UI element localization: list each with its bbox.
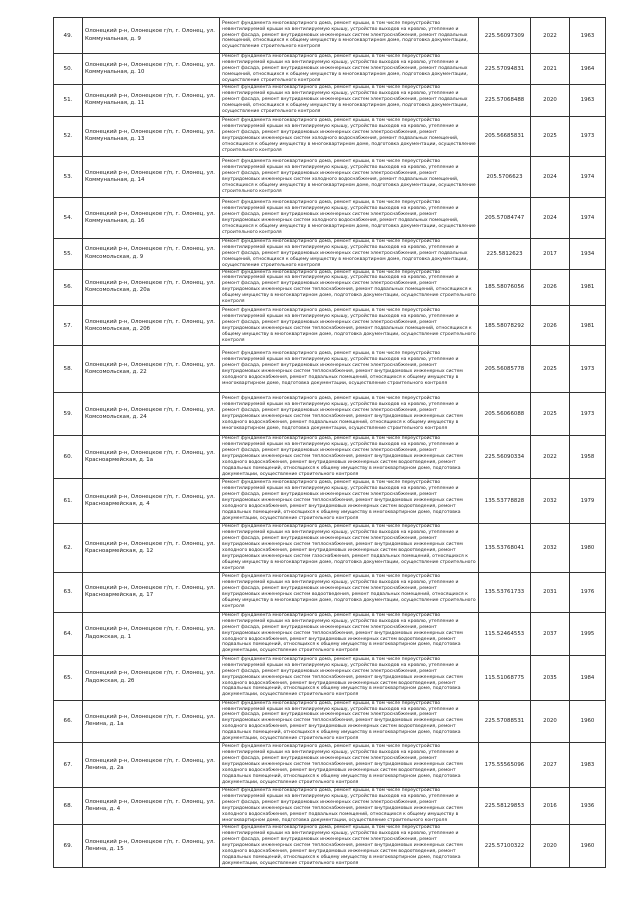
- built-year-cell-text: 1973: [580, 133, 595, 140]
- row-number: [54, 743, 83, 788]
- area-cell: [479, 572, 531, 612]
- plan-year-cell-text: 2026: [543, 284, 557, 291]
- address-cell-text: Олонецкий р-н, Олонецкое г/п, г. Олонец, ул. Ленина, д. 2а: [85, 758, 216, 772]
- area-cell: [479, 346, 531, 393]
- works-cell-text: Ремонт фундамента многоквартирного дома, ремонт крыши, в том числе переустройство невентилируемой крыши на вентилируемую крышу, устройство выходов на кровлю, утепление и ремонт фасада, ремонт внутридомовых инженерных систем электроснабжения, ремонт внутридомовых инженерных систем теплоснабжения, ремонт внутридомовых инженерных систем холодного водоснабжения, ремонт внутридомовых инженерных систем водоотведения, ремонт подвальных помещений, относящихся к общему имуществу в многоквартирном доме, подготовка документации, осуществление строительного контроля: [222, 480, 463, 521]
- table-row: [54, 700, 606, 743]
- built-year-cell: [570, 572, 606, 612]
- area-cell: [479, 436, 531, 479]
- plan-year-cell: [531, 156, 570, 197]
- built-year-cell-text: 1960: [580, 718, 595, 725]
- plan-year-cell-text: 2032: [543, 544, 557, 551]
- address-cell: [83, 197, 220, 238]
- address-cell-text: Олонецкий р-н, Олонецкое г/п, г. Олонец, ул. Коммунальная, д. 16: [85, 210, 216, 224]
- built-year-cell-text: 1973: [580, 411, 595, 418]
- built-year-cell: [570, 116, 606, 156]
- area-cell-text: 205.56066088: [484, 411, 525, 418]
- works-cell: [220, 436, 479, 479]
- built-year-cell-text: 1960: [580, 843, 595, 850]
- works-cell-text: Ремонт фундамента многоквартирного дома, ремонт крыши, в том числе переустройство невентилируемой крыши на вентилируемую крышу, устройство выходов на кровлю, утепление и ремонт фасада, ремонт внутридомовых инженерных систем электроснабжения, ремонт внутридомовых инженерных систем теплоснабжения, ремонт внутридомовых инженерных систем холодного водоснабжения, ремонт внутридомовых инженерных систем водоотведения, ремонт подвальных помещений, относящихся к общему имуществу в многоквартирном доме, подготовка документации, осуществление строительного контроля: [222, 744, 463, 786]
- area-cell-text: 135.53768041: [484, 544, 525, 551]
- built-year-cell: [570, 269, 606, 306]
- works-cell: [220, 84, 479, 116]
- plan-year-cell: [531, 743, 570, 788]
- address-cell-text: Олонецкий р-н, Олонецкое г/п, г. Олонец, ул. Коммунальная, д. 10: [85, 61, 216, 75]
- works-cell: [220, 825, 479, 868]
- plan-year-cell: [531, 84, 570, 116]
- table-row: [54, 612, 606, 655]
- address-cell-text: Олонецкий р-н, Олонецкое г/п, г. Олонец, ул. Ладожская, д. 1: [85, 626, 216, 640]
- built-year-cell-text: 1976: [580, 589, 595, 596]
- area-cell: [479, 238, 531, 269]
- built-year-cell-text: 1974: [580, 173, 595, 180]
- table-row: [54, 788, 606, 825]
- table-row: [54, 346, 606, 393]
- area-cell-text: 225.5812623: [486, 250, 523, 257]
- plan-year-cell-text: 2020: [543, 843, 557, 850]
- area-cell-text: 205.56685831: [484, 133, 525, 140]
- address-cell: [83, 436, 220, 479]
- works-cell: [220, 655, 479, 700]
- row-number-text: 57.: [63, 322, 73, 329]
- built-year-cell-text: 1979: [580, 497, 595, 504]
- row-number-text: 61.: [63, 497, 73, 504]
- area-cell-text: 205.5706623: [486, 173, 523, 180]
- address-cell: [83, 612, 220, 655]
- table-row: [54, 54, 606, 85]
- built-year-cell-text: 1983: [580, 762, 595, 769]
- table-body: [54, 18, 606, 868]
- built-year-cell: [570, 84, 606, 116]
- plan-year-cell: [531, 700, 570, 743]
- built-year-cell: [570, 825, 606, 868]
- row-number: [54, 116, 83, 156]
- built-year-cell: [570, 197, 606, 238]
- table-row: [54, 523, 606, 572]
- works-cell-text: Ремонт фундамента многоквартирного дома, ремонт крыши, в том числе переустройство невентилируемой крыши на вентилируемую крышу, устройство выходов на кровлю, утепление и ремонт фасада, ремонт внутридомовых инженерных систем электроснабжения, ремонт внутридомовых инженерных систем теплоснабжения, ремонт подвальных помещений, относящихся к общему имуществу в многоквартирном доме, подготовка документации, осуществление строительного контроля: [222, 307, 476, 343]
- address-cell-text: Олонецкий р-н, Олонецкое г/п, г. Олонец, ул. Красноармейская, д. 4: [85, 493, 216, 507]
- works-cell: [220, 346, 479, 393]
- area-cell-text: 225.56090334: [484, 454, 525, 461]
- built-year-cell: [570, 54, 606, 85]
- table-row: [54, 238, 606, 269]
- built-year-cell: [570, 612, 606, 655]
- works-cell: [220, 788, 479, 825]
- address-cell: [83, 238, 220, 269]
- works-cell-text: Ремонт фундамента многоквартирного дома, ремонт крыши, в том числе переустройство невентилируемой крыши на вентилируемую крышу, устройство выходов на кровлю, утепление и ремонт фасада, ремонт внутридомовых инженерных систем электроснабжения, ремонт внутридомовых инженерных систем холодного водоснабжения, ремонт подвальных помещений, относящихся к общему имуществу в многоквартирном доме, подготовка документации, осуществление строительного контроля: [222, 118, 476, 154]
- row-number-text: 52.: [63, 133, 73, 140]
- works-cell-text: Ремонт фундамента многоквартирного дома, ремонт крыши, в том числе переустройство невентилируемой крыши на вентилируемую крышу, устройство выходов на кровлю, утепление и ремонт фасада, ремонт внутридомовых инженерных систем электроснабжения, ремонт внутридомовых инженерных систем теплоснабжения, ремонт внутридомовых инженерных систем холодного водоснабжения, ремонт внутридомовых инженерных систем водоотведения, ремонт подвальных помещений, относящихся к общему имуществу в многоквартирном доме, подготовка документации, осуществление строительного контроля: [222, 656, 463, 698]
- area-cell-text: 225.57094831: [484, 65, 525, 72]
- works-cell: [220, 393, 479, 436]
- address-cell: [83, 346, 220, 393]
- address-cell: [83, 743, 220, 788]
- works-cell-text: Ремонт фундамента многоквартирного дома, ремонт крыши, в том числе переустройство невентилируемой крыши на вентилируемую крышу, устройство выходов на кровлю, утепление и ремонт фасада, ремонт внутридомовых инженерных систем электроснабжения, ремонт внутридомовых инженерных систем теплоснабжения, ремонт внутридомовых инженерных систем холодного водоснабжения, ремонт внутридомовых инженерных систем водоотведения, ремонт подвальных помещений, относящихся к общему имуществу в многоквартирном доме, подготовка документации, осуществление строительного контроля: [222, 825, 463, 867]
- address-cell-text: Олонецкий р-н, Олонецкое г/п, г. Олонец, ул. Ленина, д. 1а: [85, 714, 216, 728]
- built-year-cell-text: 1995: [580, 630, 595, 637]
- area-cell: [479, 156, 531, 197]
- works-cell-text: Ремонт фундамента многоквартирного дома, ремонт крыши, в том числе переустройство невентилируемой крыши на вентилируемую крышу, устройство выходов на кровлю, утепление и ремонт фасада, ремонт внутридомовых инженерных систем электроснабжения, ремонт внутридомовых инженерных систем теплоснабжения, ремонт внутридомовых инженерных систем холодного водоснабжения, ремонт внутридомовых инженерных систем водоотведения, ремонт подвальных помещений, относящихся к общему имуществу в многоквартирном доме, подготовка документации, осуществление строительного контроля: [222, 612, 463, 654]
- address-cell-text: Олонецкий р-н, Олонецкое г/п, г. Олонец, ул. Комсомольская, д. 20б: [85, 318, 216, 332]
- plan-year-cell: [531, 116, 570, 156]
- built-year-cell: [570, 346, 606, 393]
- row-number: [54, 655, 83, 700]
- area-cell: [479, 116, 531, 156]
- built-year-cell-text: 1984: [580, 674, 595, 681]
- plan-year-cell: [531, 612, 570, 655]
- works-cell: [220, 523, 479, 572]
- row-number-text: 58.: [63, 366, 73, 373]
- plan-year-cell-text: 2017: [543, 250, 557, 257]
- address-cell: [83, 523, 220, 572]
- address-cell: [83, 655, 220, 700]
- row-number-text: 60.: [63, 454, 73, 461]
- works-cell: [220, 269, 479, 306]
- works-cell-text: Ремонт фундамента многоквартирного дома, ремонт крыши, в том числе переустройство невентилируемой крыши на вентилируемую крышу, устройство выходов на кровлю, утепление и ремонт фасада, ремонт внутридомовых инженерных систем электроснабжения, ремонт подвальных помещений, относящихся к общему имуществу в многоквартирном доме, подготовка документации, осуществление строительного контроля: [222, 20, 468, 50]
- address-cell: [83, 825, 220, 868]
- table-row: [54, 269, 606, 306]
- area-cell: [479, 612, 531, 655]
- plan-year-cell: [531, 572, 570, 612]
- built-year-cell-text: 1974: [580, 214, 595, 221]
- built-year-cell: [570, 306, 606, 346]
- row-number: [54, 393, 83, 436]
- address-cell: [83, 700, 220, 743]
- area-cell-text: 135.53778828: [484, 497, 525, 504]
- area-cell-text: 115.51068775: [484, 674, 525, 681]
- table-row: [54, 18, 606, 54]
- plan-year-cell-text: 2020: [543, 718, 557, 725]
- row-number-text: 59.: [63, 411, 73, 418]
- table-row: [54, 436, 606, 479]
- area-cell: [479, 197, 531, 238]
- row-number-text: 64.: [63, 630, 73, 637]
- plan-year-cell-text: 2022: [543, 454, 557, 461]
- address-cell: [83, 84, 220, 116]
- row-number-text: 50.: [63, 65, 73, 72]
- row-number-text: 53.: [63, 173, 73, 180]
- plan-year-cell-text: 2026: [543, 322, 557, 329]
- row-number: [54, 572, 83, 612]
- area-cell: [479, 54, 531, 85]
- area-cell-text: 225.57100322: [484, 843, 525, 850]
- works-cell: [220, 238, 479, 269]
- area-cell: [479, 743, 531, 788]
- works-cell: [220, 700, 479, 743]
- area-cell: [479, 788, 531, 825]
- address-cell: [83, 572, 220, 612]
- address-cell: [83, 116, 220, 156]
- table-row: [54, 197, 606, 238]
- address-cell-text: Олонецкий р-н, Олонецкое г/п, г. Олонец, ул. Комсомольская, д. 22: [85, 362, 216, 376]
- built-year-cell-text: 1980: [580, 544, 595, 551]
- works-cell: [220, 306, 479, 346]
- built-year-cell: [570, 700, 606, 743]
- area-cell-text: 205.56085778: [484, 366, 525, 373]
- area-cell-text: 175.55565096: [484, 762, 525, 769]
- address-cell-text: Олонецкий р-н, Олонецкое г/п, г. Олонец, ул. Ленина, д. 4: [85, 799, 216, 813]
- built-year-cell-text: 1963: [580, 32, 595, 39]
- row-number: [54, 788, 83, 825]
- address-cell: [83, 393, 220, 436]
- row-number: [54, 54, 83, 85]
- row-number: [54, 436, 83, 479]
- plan-year-cell-text: 2022: [543, 32, 557, 39]
- row-number-text: 69.: [63, 843, 73, 850]
- built-year-cell: [570, 743, 606, 788]
- works-cell: [220, 197, 479, 238]
- built-year-cell-text: 1973: [580, 366, 595, 373]
- document-page: [53, 17, 605, 868]
- row-number-text: 56.: [63, 284, 73, 291]
- built-year-cell-text: 1934: [580, 250, 595, 257]
- built-year-cell: [570, 18, 606, 54]
- area-cell: [479, 478, 531, 523]
- row-number-text: 49.: [63, 32, 73, 39]
- row-number: [54, 306, 83, 346]
- plan-year-cell: [531, 346, 570, 393]
- table-row: [54, 156, 606, 197]
- built-year-cell-text: 1936: [580, 803, 595, 810]
- area-cell-text: 225.57068488: [484, 97, 525, 104]
- built-year-cell-text: 1963: [580, 97, 595, 104]
- works-cell-text: Ремонт фундамента многоквартирного дома, ремонт крыши, в том числе переустройство невентилируемой крыши на вентилируемую крышу, устройство выходов на кровлю, утепление и ремонт фасада, ремонт внутридомовых инженерных систем электроснабжения, ремонт внутридомовых инженерных систем теплоснабжения, ремонт внутридомовых инженерных систем холодного водоснабжения, ремонт подвальных помещений, относящихся к общему имуществу в многоквартирном доме, подготовка документации, осуществление строительного контроля: [222, 788, 463, 824]
- area-cell: [479, 655, 531, 700]
- works-cell-text: Ремонт фундамента многоквартирного дома, ремонт крыши, в том числе переустройство невентилируемой крыши на вентилируемую крышу, устройство выходов на кровлю, утепление и ремонт фасада, ремонт внутридомовых инженерных систем электроснабжения, ремонт подвальных помещений, относящихся к общему имуществу в многоквартирном доме, подготовка документации, осуществление строительного контроля: [222, 85, 468, 115]
- area-cell: [479, 825, 531, 868]
- built-year-cell: [570, 393, 606, 436]
- row-number: [54, 84, 83, 116]
- area-cell-text: 225.56097309: [484, 32, 525, 39]
- row-number-text: 63.: [63, 589, 73, 596]
- row-number: [54, 238, 83, 269]
- table-row: [54, 655, 606, 700]
- built-year-cell: [570, 238, 606, 269]
- table-row: [54, 743, 606, 788]
- area-cell-text: 225.57088531: [484, 718, 525, 725]
- row-number-text: 62.: [63, 544, 73, 551]
- plan-year-cell-text: 2016: [543, 803, 557, 810]
- area-cell-text: 135.53761733: [484, 589, 525, 596]
- works-cell-text: Ремонт фундамента многоквартирного дома, ремонт крыши, в том числе переустройство невентилируемой крыши на вентилируемую крышу, устройство выходов на кровлю, утепление и ремонт фасада, ремонт внутридомовых инженерных систем электроснабжения, ремонт внутридомовых инженерных систем теплоснабжения, ремонт внутридомовых инженерных систем холодного водоснабжения, ремонт внутридомовых инженерных систем водоотведения, ремонт подвальных помещений, относящихся к общему имуществу в многоквартирном доме, подготовка документации, осуществление строительного контроля: [222, 436, 463, 477]
- table-row: [54, 84, 606, 116]
- area-cell: [479, 700, 531, 743]
- area-cell-text: 205.57084747: [484, 214, 525, 221]
- built-year-cell-text: 1964: [580, 65, 595, 72]
- row-number-text: 55.: [63, 250, 73, 257]
- row-number-text: 51.: [63, 97, 73, 104]
- area-cell: [479, 269, 531, 306]
- address-cell-text: Олонецкий р-н, Олонецкое г/п, г. Олонец, ул. Красноармейская, д. 17: [85, 584, 216, 599]
- table-row: [54, 306, 606, 346]
- row-number: [54, 825, 83, 868]
- plan-year-cell-text: 2025: [543, 411, 557, 418]
- row-number: [54, 478, 83, 523]
- works-cell-text: Ремонт фундамента многоквартирного дома, ремонт крыши, в том числе переустройство невентилируемой крыши на вентилируемую крышу, устройство выходов на кровлю, утепление и ремонт фасада, ремонт внутридомовых инженерных систем электроснабжения, ремонт внутридомовых инженерных систем теплоснабжения, ремонт подвальных помещений, относящихся к общему имуществу в многоквартирном доме, подготовка документации, осуществление строительного контроля: [222, 269, 476, 305]
- plan-year-cell-text: 2024: [543, 214, 557, 221]
- plan-year-cell: [531, 478, 570, 523]
- address-cell-text: Олонецкий р-н, Олонецкое г/п, г. Олонец, ул. Комсомольская, д. 9: [85, 246, 216, 260]
- works-cell-text: Ремонт фундамента многоквартирного дома, ремонт крыши, в том числе переустройство невентилируемой крыши на вентилируемую крышу, устройство выходов на кровлю, утепление и ремонт фасада, ремонт внутридомовых инженерных систем электроснабжения, ремонт внутридомовых инженерных систем теплоснабжения, ремонт внутридомовых инженерных систем холодного водоснабжения, ремонт внутридомовых инженерных систем водоотведения, ремонт внутридомовых инженерных систем газоснабжения, ремонт подвальных помещений, относящихся к общему имуществу в многоквартирном доме, подготовка документации, осуществление строительного контроля: [222, 523, 476, 571]
- plan-year-cell: [531, 54, 570, 85]
- row-number: [54, 269, 83, 306]
- works-cell-text: Ремонт фундамента многоквартирного дома, ремонт крыши, в том числе переустройство невентилируемой крыши на вентилируемую крышу, устройство выходов на кровлю, утепление и ремонт фасада, ремонт внутридомовых инженерных систем электроснабжения, ремонт внутридомовых инженерных систем холодного водоснабжения, ремонт подвальных помещений, относящихся к общему имуществу в многоквартирном доме, подготовка документации, осуществление строительного контроля: [222, 158, 476, 194]
- address-cell: [83, 269, 220, 306]
- address-cell-text: Олонецкий р-н, Олонецкое г/п, г. Олонец, ул. Ленина, д. 15: [85, 839, 216, 853]
- row-number-text: 65.: [63, 674, 73, 681]
- built-year-cell-text: 1958: [580, 454, 595, 461]
- plan-year-cell-text: 2025: [543, 133, 557, 140]
- address-cell: [83, 788, 220, 825]
- plan-year-cell-text: 2035: [543, 674, 557, 681]
- works-cell: [220, 612, 479, 655]
- row-number-text: 54.: [63, 214, 73, 221]
- row-number: [54, 346, 83, 393]
- row-number-text: 66.: [63, 718, 73, 725]
- address-cell: [83, 306, 220, 346]
- works-cell-text: Ремонт фундамента многоквартирного дома, ремонт крыши, в том числе переустройство невентилируемой крыши на вентилируемую крышу, устройство выходов на кровлю, утепление и ремонт фасада, ремонт внутридомовых инженерных систем электроснабжения, ремонт внутридомовых инженерных систем холодного водоснабжения, ремонт подвальных помещений, относящихся к общему имуществу в многоквартирном доме, подготовка документации, осуществление строительного контроля: [222, 199, 476, 235]
- plan-year-cell-text: 2031: [543, 589, 557, 596]
- works-cell: [220, 54, 479, 85]
- works-cell-text: Ремонт фундамента многоквартирного дома, ремонт крыши, в том числе переустройство невентилируемой крыши на вентилируемую крышу, устройство выходов на кровлю, утепление и ремонт фасада, ремонт внутридомовых инженерных систем электроснабжения, ремонт внутридомовых инженерных систем водоотведения, ремонт подвальных помещений, относящихся к общему имуществу в многоквартирном доме, подготовка документации, осуществление строительного контроля: [222, 574, 476, 609]
- works-cell: [220, 743, 479, 788]
- row-number: [54, 18, 83, 54]
- table-row: [54, 393, 606, 436]
- plan-year-cell: [531, 238, 570, 269]
- area-cell-text: 225.58129853: [484, 803, 525, 810]
- plan-year-cell: [531, 269, 570, 306]
- works-cell-text: Ремонт фундамента многоквартирного дома, ремонт крыши, в том числе переустройство невентилируемой крыши на вентилируемую крышу, устройство выходов на кровлю, утепление и ремонт фасада, ремонт внутридомовых инженерных систем электроснабжения, ремонт внутридомовых инженерных систем теплоснабжения, ремонт внутридомовых инженерных систем холодного водоснабжения, ремонт подвальных помещений, относящихся к общему имуществу в многоквартирном доме, подготовка документации, осуществление строительного контроля: [222, 351, 463, 387]
- works-cell-text: Ремонт фундамента многоквартирного дома, ремонт крыши, в том числе переустройство невентилируемой крыши на вентилируемую крышу, устройство выходов на кровлю, утепление и ремонт фасада, ремонт внутридомовых инженерных систем электроснабжения, ремонт внутридомовых инженерных систем теплоснабжения, ремонт внутридомовых инженерных систем холодного водоснабжения, ремонт подвальных помещений, относящихся к общему имуществу в многоквартирном доме, подготовка документации, осуществление строительного контроля: [222, 396, 463, 432]
- works-cell: [220, 478, 479, 523]
- table-row: [54, 572, 606, 612]
- row-number: [54, 700, 83, 743]
- built-year-cell-text: 1981: [580, 284, 595, 291]
- area-cell: [479, 306, 531, 346]
- capital-repair-table: [53, 17, 606, 868]
- table-row: [54, 116, 606, 156]
- plan-year-cell: [531, 393, 570, 436]
- area-cell: [479, 18, 531, 54]
- row-number-text: 67.: [63, 762, 73, 769]
- built-year-cell: [570, 436, 606, 479]
- table-row: [54, 825, 606, 868]
- row-number-text: 68.: [63, 803, 73, 810]
- plan-year-cell-text: 2021: [543, 65, 557, 72]
- address-cell: [83, 54, 220, 85]
- works-cell-text: Ремонт фундамента многоквартирного дома, ремонт крыши, в том числе переустройство невентилируемой крыши на вентилируемую крышу, устройство выходов на кровлю, утепление и ремонт фасада, ремонт внутридомовых инженерных систем электроснабжения, ремонт внутридомовых инженерных систем теплоснабжения, ремонт внутридомовых инженерных систем холодного водоснабжения, ремонт внутридомовых инженерных систем водоотведения, ремонт подвальных помещений, относящихся к общему имуществу в многоквартирном доме, подготовка документации, осуществление строительного контроля: [222, 700, 463, 742]
- area-cell: [479, 84, 531, 116]
- address-cell-text: Олонецкий р-н, Олонецкое г/п, г. Олонец, ул. Ладожская, д. 2б: [85, 670, 216, 684]
- built-year-cell: [570, 655, 606, 700]
- plan-year-cell-text: 2027: [543, 762, 557, 769]
- plan-year-cell-text: 2037: [543, 630, 557, 637]
- area-cell: [479, 393, 531, 436]
- plan-year-cell-text: 2024: [543, 173, 557, 180]
- works-cell: [220, 116, 479, 156]
- plan-year-cell: [531, 197, 570, 238]
- built-year-cell: [570, 478, 606, 523]
- plan-year-cell: [531, 523, 570, 572]
- plan-year-cell: [531, 436, 570, 479]
- address-cell-text: Олонецкий р-н, Олонецкое г/п, г. Олонец, ул. Комсомольская, д. 20а: [85, 280, 216, 294]
- address-cell: [83, 18, 220, 54]
- row-number: [54, 612, 83, 655]
- works-cell-text: Ремонт фундамента многоквартирного дома, ремонт крыши, в том числе переустройство невентилируемой крыши на вентилируемую крышу, устройство выходов на кровлю, утепление и ремонт фасада, ремонт внутридомовых инженерных систем электроснабжения, ремонт подвальных помещений, относящихся к общему имуществу в многоквартирном доме, подготовка документации, осуществление строительного контроля: [222, 54, 468, 83]
- plan-year-cell: [531, 306, 570, 346]
- address-cell-text: Олонецкий р-н, Олонецкое г/п, г. Олонец, ул. Красноармейская, д. 12: [85, 540, 216, 554]
- works-cell-text: Ремонт фундамента многоквартирного дома, ремонт крыши, в том числе переустройство невентилируемой крыши на вентилируемую крышу, устройство выходов на кровлю, утепление и ремонт фасада, ремонт внутридомовых инженерных систем электроснабжения, ремонт подвальных помещений, относящихся к общему имуществу в многоквартирном доме, подготовка документации, осуществление строительного контроля: [222, 238, 468, 268]
- built-year-cell: [570, 788, 606, 825]
- row-number: [54, 523, 83, 572]
- address-cell: [83, 156, 220, 197]
- table-row: [54, 478, 606, 523]
- row-number: [54, 156, 83, 197]
- built-year-cell-text: 1981: [580, 322, 595, 329]
- works-cell: [220, 18, 479, 54]
- area-cell: [479, 523, 531, 572]
- area-cell-text: 185.58078292: [484, 322, 525, 329]
- plan-year-cell-text: 2032: [543, 497, 557, 504]
- address-cell-text: Олонецкий р-н, Олонецкое г/п, г. Олонец, ул. Комсомольская, д. 24: [85, 407, 216, 421]
- works-cell: [220, 156, 479, 197]
- plan-year-cell-text: 2020: [543, 97, 557, 104]
- area-cell-text: 185.58076056: [484, 284, 525, 291]
- address-cell-text: Олонецкий р-н, Олонецкое г/п, г. Олонец, ул. Красноармейская, д. 1а: [85, 449, 216, 464]
- address-cell-text: Олонецкий р-н, Олонецкое г/п, г. Олонец, ул. Коммунальная, д. 9: [85, 28, 216, 42]
- address-cell-text: Олонецкий р-н, Олонецкое г/п, г. Олонец, ул. Коммунальная, д. 13: [85, 129, 216, 143]
- address-cell-text: Олонецкий р-н, Олонецкое г/п, г. Олонец, ул. Коммунальная, д. 11: [85, 93, 216, 107]
- plan-year-cell: [531, 18, 570, 54]
- plan-year-cell-text: 2025: [543, 366, 557, 373]
- area-cell-text: 115.52464553: [484, 630, 525, 637]
- address-cell: [83, 478, 220, 523]
- plan-year-cell: [531, 788, 570, 825]
- plan-year-cell: [531, 655, 570, 700]
- address-cell-text: Олонецкий р-н, Олонецкое г/п, г. Олонец, ул. Коммунальная, д. 14: [85, 169, 216, 183]
- built-year-cell: [570, 156, 606, 197]
- plan-year-cell: [531, 825, 570, 868]
- works-cell: [220, 572, 479, 612]
- row-number: [54, 197, 83, 238]
- built-year-cell: [570, 523, 606, 572]
